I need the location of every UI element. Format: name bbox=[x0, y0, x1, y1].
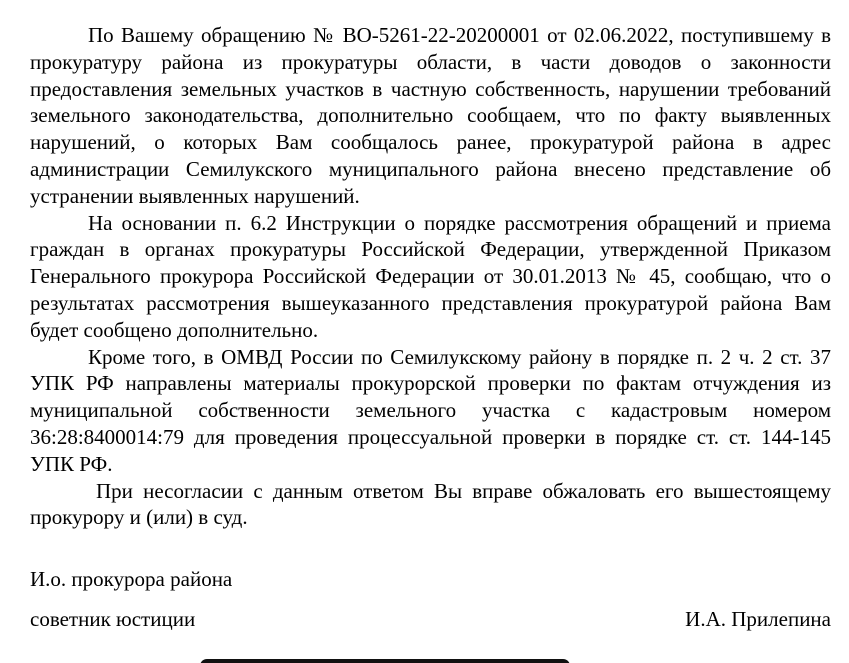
signatory-title: И.о. прокурора района bbox=[30, 567, 233, 591]
bottom-scroll-bar[interactable] bbox=[200, 659, 570, 663]
signature-row bbox=[30, 606, 831, 633]
letter-body bbox=[30, 22, 831, 531]
paragraph-appeal-response: По Вашему обращению № ВО-5261-22-20200001 от 02.06.2022, поступившему в прокуратуру района из прокуратуры области, в части доводов о законности предоставления земельных участков в частную собственность, нарушении требований земельного законодательства, дополнительно сообщаем, что по факту выявленных нарушений, о которых Вам сообщалось ранее, прокуратурой района в адрес администрации Семилукского муниципального района внесено представление об устранении выявленных нарушений. bbox=[30, 23, 831, 208]
paragraph-instruction-basis: На основании п. 6.2 Инструкции о порядке рассмотрения обращений и приема граждан в органах прокуратуры Российской Федерации, утвержденной Приказом Генерального прокурора Российской Федерации от 30.01.2013 № 45, сообщаю, что о результатах рассмотрения вышеуказанного представления прокуратурой района Вам будет сообщено дополнительно. bbox=[30, 210, 831, 342]
signatory-name: И.А. Прилепина bbox=[685, 607, 831, 631]
signatory-rank: советник юстиции bbox=[30, 607, 196, 631]
paragraph-police-referral: Кроме того, в ОМВД России по Семилукскому району в порядке п. 2 ч. 2 ст. 37 УПК РФ направлены материалы прокурорской проверки по фактам отчуждения из муниципальной собственности земельного участка с кадастровым номером 36:28:8400014:79 для проведения процессуальной проверки в порядке ст. ст. 144-145 УПК РФ. bbox=[30, 344, 831, 476]
paragraph-appeal-rights: При несогласии с данным ответом Вы вправе обжаловать его вышестоящему прокурору и (или) в суд. bbox=[30, 478, 831, 530]
